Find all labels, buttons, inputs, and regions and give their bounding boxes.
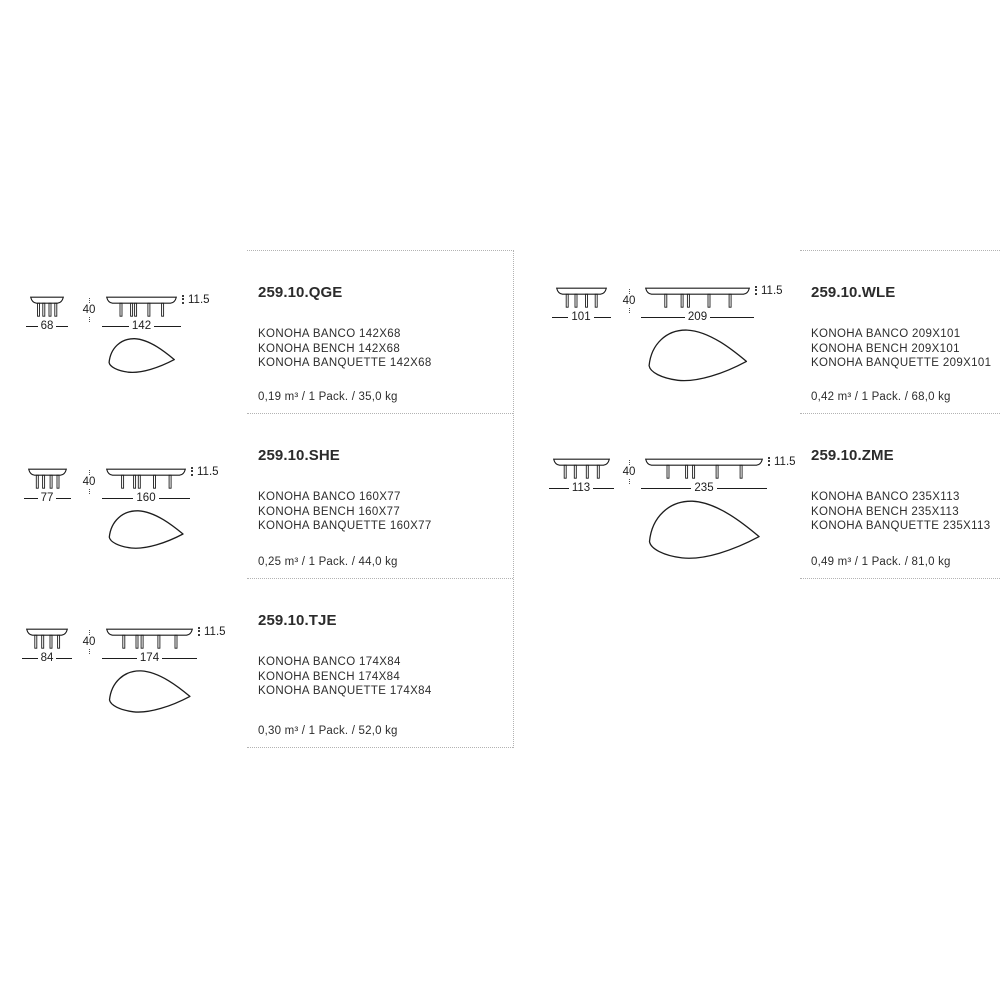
front-view-group [102, 294, 210, 375]
dimension-tick-icon [755, 286, 757, 295]
product-code: 259.10.QGE [258, 284, 343, 301]
side-view-drawing [30, 296, 64, 318]
product-card-zme [800, 414, 1000, 579]
product-card-she [247, 414, 513, 579]
height-dimension-label: 40 [76, 628, 102, 655]
front-view-group [641, 456, 796, 562]
product-names [258, 490, 432, 534]
height-dimension-label: 40 [617, 458, 641, 485]
depth-dimension-label: 84 [22, 653, 72, 664]
figure-row-tje [18, 626, 226, 715]
depth-dimension-label: 77 [24, 493, 71, 504]
product-name-line: KONOHA BENCH 235X113 [811, 505, 960, 518]
front-view-drawing [645, 287, 750, 309]
product-names [258, 327, 432, 371]
side-view-group [18, 468, 76, 504]
front-view-group [102, 466, 219, 551]
side-view-drawing [26, 628, 68, 650]
dimension-tick-icon [89, 489, 90, 494]
product-info-column-right [800, 250, 1000, 579]
dimension-tick-icon [89, 298, 90, 303]
thickness-dimension-label: 11.5 [191, 466, 219, 478]
height-dimension-label: 40 [76, 468, 102, 495]
front-view-drawing [106, 468, 186, 490]
product-name-line: KONOHA BANCO 142X68 [258, 328, 401, 340]
product-name-line: KONOHA BANCO 209X101 [811, 328, 961, 340]
dimension-tick-icon [89, 317, 90, 322]
product-name-line: KONOHA BANCO 160X77 [258, 491, 401, 503]
width-dimension-label: 142 [102, 321, 181, 332]
side-view-drawing [28, 468, 67, 490]
dimension-tick-icon [89, 470, 90, 475]
front-view-drawing [106, 296, 177, 318]
product-card-qge [247, 251, 513, 414]
dimension-tick-icon [629, 479, 630, 484]
product-name-line: KONOHA BENCH 209X101 [811, 342, 960, 355]
width-dimension-label: 209 [641, 312, 754, 323]
top-view-drawing [106, 337, 177, 375]
width-dimension-label: 235 [641, 483, 767, 494]
dimension-tick-icon [629, 289, 630, 294]
product-info-column-left [247, 250, 514, 748]
product-name-line: KONOHA BENCH 160X77 [258, 505, 401, 518]
depth-dimension-label: 68 [26, 321, 68, 332]
thickness-dimension-label: 11.5 [755, 285, 783, 297]
figure-row-wle [545, 285, 783, 384]
height-dimension-label: 40 [76, 296, 102, 323]
product-card-wle [800, 251, 1000, 414]
dimension-tick-icon [182, 295, 184, 304]
top-view-drawing [106, 509, 186, 551]
dimension-tick-icon [198, 627, 200, 636]
product-names [258, 655, 432, 699]
packing-info: 0,30 m³ / 1 Pack. / 52,0 kg [258, 725, 398, 737]
width-dimension-label: 174 [102, 653, 197, 664]
thickness-dimension-label: 11.5 [182, 294, 210, 306]
width-dimension-label: 160 [102, 493, 190, 504]
side-view-group [18, 628, 76, 664]
product-name-line: KONOHA BANQUETTE 235X113 [811, 520, 991, 533]
dimension-tick-icon [89, 630, 90, 635]
front-view-drawing [106, 628, 193, 650]
product-names [811, 490, 990, 534]
top-view-drawing [106, 669, 193, 715]
side-view-drawing [556, 287, 607, 309]
product-name-line: KONOHA BANCO 235X113 [811, 491, 960, 503]
side-view-group [545, 287, 617, 323]
packing-info: 0,49 m³ / 1 Pack. / 81,0 kg [811, 556, 951, 568]
product-code: 259.10.WLE [811, 284, 896, 301]
product-name-line: KONOHA BANCO 174X84 [258, 656, 401, 668]
product-name-line: KONOHA BANQUETTE 174X84 [258, 685, 432, 698]
product-code: 259.10.ZME [811, 447, 894, 464]
figure-row-qge [18, 294, 210, 375]
depth-dimension-label: 101 [552, 312, 611, 323]
front-view-drawing [645, 458, 763, 480]
front-view-group [102, 626, 226, 715]
dimension-tick-icon [89, 649, 90, 654]
figure-row-she [18, 466, 219, 551]
product-name-line: KONOHA BENCH 142X68 [258, 342, 401, 355]
product-name-line: KONOHA BANQUETTE 142X68 [258, 357, 432, 370]
product-name-line: KONOHA BANQUETTE 160X77 [258, 520, 432, 533]
thickness-dimension-label: 11.5 [198, 626, 226, 638]
top-view-drawing [645, 328, 750, 384]
product-code: 259.10.TJE [258, 612, 337, 629]
dimension-tick-icon [629, 308, 630, 313]
packing-info: 0,25 m³ / 1 Pack. / 44,0 kg [258, 556, 398, 568]
side-view-drawing [553, 458, 610, 480]
product-name-line: KONOHA BANQUETTE 209X101 [811, 357, 992, 370]
figure-row-zme [545, 456, 796, 562]
dimension-tick-icon [768, 457, 770, 466]
thickness-dimension-label: 11.5 [768, 456, 796, 468]
height-dimension-label: 40 [617, 287, 641, 314]
product-name-line: KONOHA BENCH 174X84 [258, 670, 401, 683]
packing-info: 0,42 m³ / 1 Pack. / 68,0 kg [811, 391, 951, 403]
side-view-group [18, 296, 76, 332]
side-view-group [545, 458, 617, 494]
front-view-group [641, 285, 783, 384]
top-view-drawing [645, 499, 763, 562]
depth-dimension-label: 113 [549, 483, 614, 494]
packing-info: 0,19 m³ / 1 Pack. / 35,0 kg [258, 391, 398, 403]
product-code: 259.10.SHE [258, 447, 340, 464]
dimension-tick-icon [191, 467, 193, 476]
dimension-tick-icon [629, 460, 630, 465]
product-names [811, 327, 991, 371]
product-card-tje [247, 579, 513, 748]
